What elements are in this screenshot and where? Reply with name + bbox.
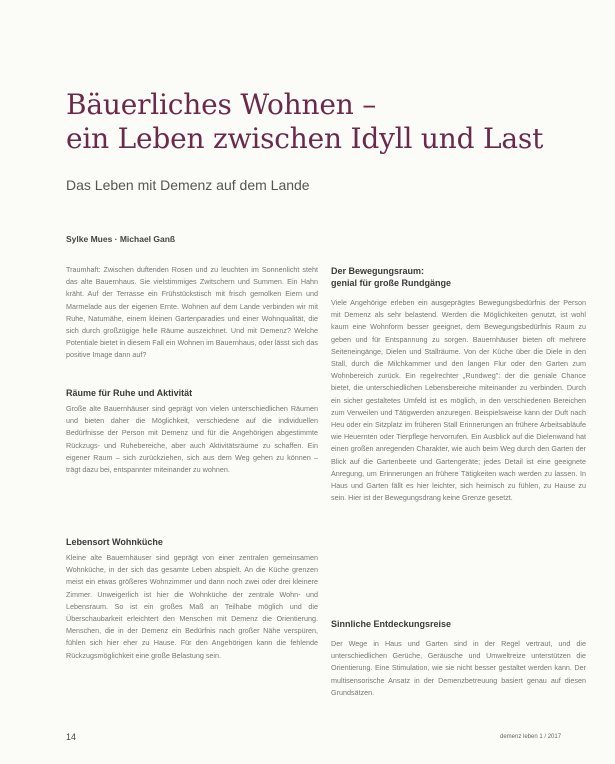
section-heading: Lebensort Wohnküche: [66, 537, 163, 547]
section-heading: Räume für Ruhe und Aktivität: [66, 388, 193, 398]
article-subtitle: Das Leben mit Demenz auf dem Lande: [66, 177, 310, 193]
section-wohnkueche: [66, 537, 318, 732]
article-title: [66, 88, 606, 156]
page-number: 14: [66, 732, 77, 742]
section-paragraph: Der Wege in Haus und Garten sind in der Regel vertraut, und die unterschiedlichen Gerüche, Geräusche und Umweltreize unterstützen die Orientierung. Eine Stimulation, wie sie nicht besser gestaltet werden kann. Der multisensorische Ansatz in der Demenzbetreuung basiert genau auf diesen Grundsätzen.: [331, 639, 586, 697]
author-line: Sylke Mues · Michael Ganß: [66, 234, 176, 244]
section-paragraph: Viele Angehörige erleben ein ausgeprägtes Bewegungsbedürfnis der Person mit Demenz als sehr belastend. Werden die Möglichkeiten genutzt, ist wohl kaum eine Wohnform besser geeignet, dem Bewegungsbedürfnis Raum zu geben und für Entspannung zu sorgen. Bauernhäuser bieten oft mehrere Seiteneingänge, Dielen und Stallräume. Von der Küche über die Diele in den Stall, durch die Milchkammer und den langen Flur oder den Garten zum Wohnbereich zurück. Ein regelrechter „Rundweg": der die geniale Chance bietet, die unterschiedlichen Lebensbereiche miteinander zu verbinden. Durch ein sicher gestaltetes Umfeld ist es möglich, in den verschiedenen Bereichen zum Verweilen und Tätigwerden anzuregen. Beispielsweise kann der Duft nach Heu oder ein Sitzplatz im früheren Stall Erinnerungen an frühere Arbeitsabläufe wie Heuernten oder Tierpflege hervorrufen. Ein Ausblick auf die Dielenwand hat einen großen anregenden Charakter, wie auch beim Weg durch den Garten der Blick auf die Gartenbeete und Gartengeräte; jedes Detail ist eine geeignete Anregung, um Erinnerungen an frühere Tätigkeiten wach werden zu lassen. In Haus und Garten fällt es hier leichter, sich heimisch zu fühlen, zu Hause zu sein. Hier ist der Bewegungsdrang keine Grenze gesetzt.: [331, 298, 586, 503]
title-line-1: Bäuerliches Wohnen –: [66, 88, 377, 121]
section-raeume: [66, 388, 318, 525]
section-heading: Sinnliche Entdeckungsreise: [331, 619, 452, 629]
title-line-2: ein Leben zwischen Idyll und Last: [66, 122, 544, 155]
section-paragraph: Große alte Bauernhäuser sind geprägt von vielen unterschiedlichen Räumen und bieten daher die Möglichkeit, verschiedene auf die individuellen Bedürfnisse der Person mit Demenz und für die Angehörigen abgestimmte Rückzugs- und Ruhebereiche, aber auch Aktivitätsräume zu schaffen. Ein eigener Raum – sich zurückziehen, sich aus dem Weg gehen zu können – trägt dazu bei, entspannter miteinander zu wohnen.: [66, 404, 318, 475]
right-column: [331, 266, 586, 724]
left-column: [66, 264, 318, 744]
section-heading-line-2: genial für große Rundgänge: [331, 278, 452, 288]
intro-paragraph: Traumhaft: Zwischen duftenden Rosen und zu leuchten im Sonnenlicht steht das alte Bauernhaus. Sie vielstimmiges Zwitschern und Summen. Ein Hahn kräht. Auf der Terrasse ein Frühstückstisch mit frisch gemolken Eiern und Marmelade aus der eigenen Ernte. Wohnen auf dem Lande verbinden wir mit Ruhe, Naturnähe, einem kleinen Gartenparadies und einer Wohnqualität, die sich durch großzügige helle Räume auszeichnet. Und mit Demenz? Welche Potentiale bietet in diesem Fall ein Wohnen im Bauernhaus, oder lässt sich das positive Image dann auf?: [66, 265, 318, 360]
intro-section: [66, 264, 318, 374]
section-bewegungsraum: [331, 266, 586, 603]
section-entdeckungsreise: [331, 619, 586, 712]
journal-footer: demenz leben 1 / 2017: [500, 734, 562, 740]
section-heading-line-1: Der Bewegungsraum:: [331, 266, 425, 276]
section-paragraph: Kleine alte Bauernhäuser sind geprägt von einer zentralen gemeinsamen Wohnküche, in der sich das gesamte Leben abspielt. An die Küche grenzen meist ein etwas größeres Wohnzimmer und dann noch zwei oder drei kleinere Zimmer. Unweigerlich ist hier die Wohnküche der zentrale Wohn- und Lebensraum. So ist ein großes Maß an Teilhabe möglich und die Überschaubarkeit erleichtert den Menschen mit Demenz die Orientierung. Menschen, die in der Demenz ein Bedürfnis nach großer Nähe verspüren, fühlen sich hier eher zu Hause. Für den Angehörigen kann die fehlende Rückzugsmöglichkeit eine große Belastung sein.: [66, 553, 318, 660]
